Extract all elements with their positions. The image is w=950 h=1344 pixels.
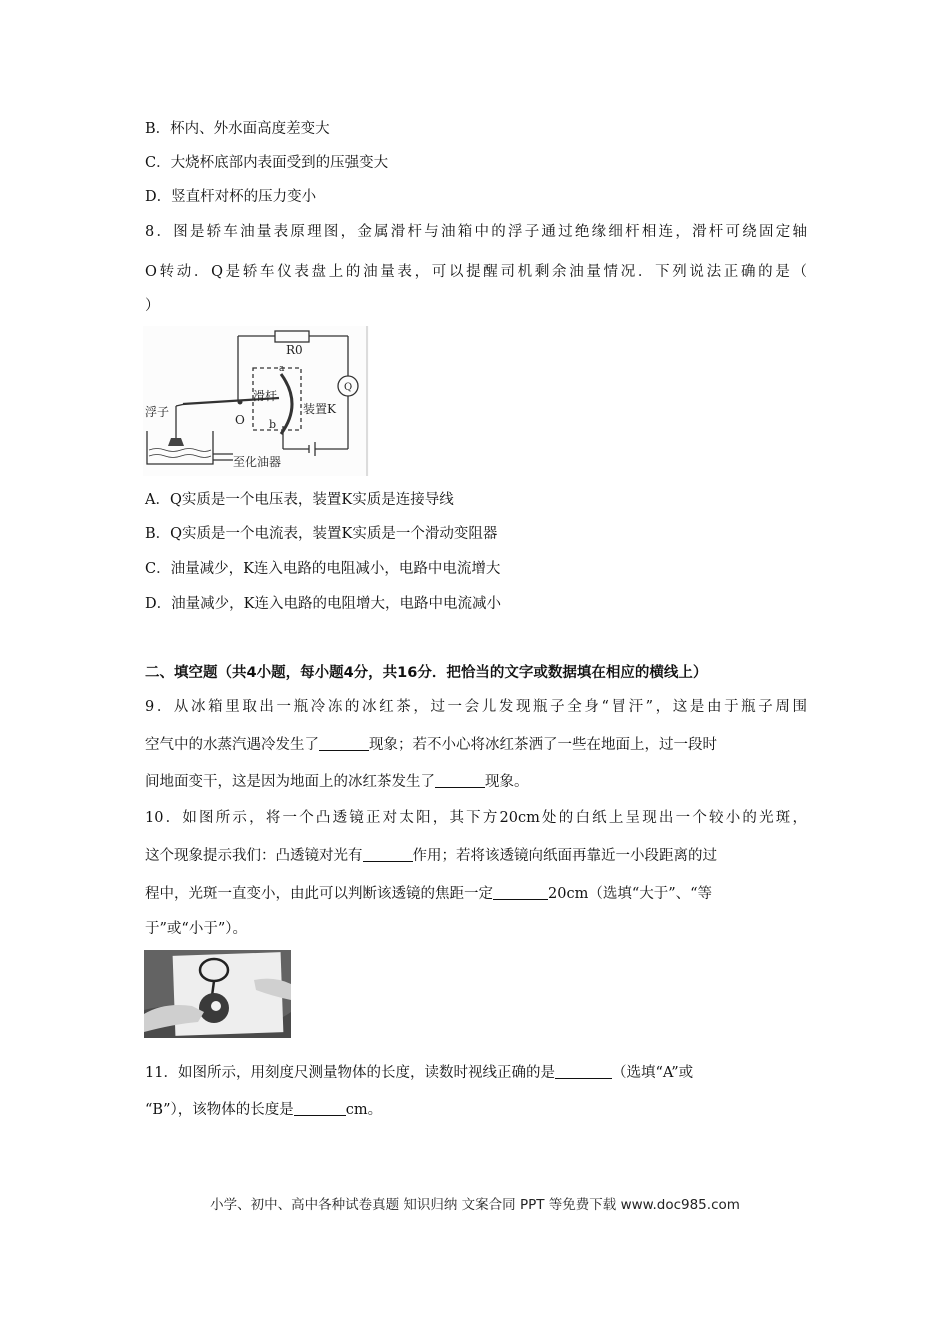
q11-line2-part1: “B”），该物体的长度是: [145, 1102, 294, 1118]
q9-line3-part1: 间地面变干，这是因为地面上的冰红茶发生了: [145, 774, 435, 790]
carburetor-label: 至化油器: [233, 455, 282, 469]
q8-option-a: A．Q实质是一个电压表，装置K实质是连接导线: [145, 492, 454, 508]
point-a-label: a: [279, 364, 285, 374]
q10-blank-2[interactable]: [493, 884, 548, 900]
section2-heading: 二、填空题（共4小题，每小题4分，共16分．把恰当的文字或数据填在相应的横线上）: [145, 665, 708, 681]
meter-q-label: Q: [344, 382, 353, 393]
q11-blank-2[interactable]: [294, 1100, 346, 1116]
q10-line3: [145, 884, 712, 904]
q8-option-d: D．油量减少，K连入电路的电阻增大，电路中电流减小: [145, 596, 501, 612]
q10-blank-1[interactable]: [363, 846, 413, 862]
q10-line3-part1: 程中，光斑一直变小，由此可以判断该透镜的焦距一定: [145, 886, 493, 902]
q9-line1: 9．从冰箱里取出一瓶冷冻的冰红茶，过一会儿发现瓶子全身“冒汗”，这是由于瓶子周围: [145, 699, 807, 715]
pivot-o-label: O: [235, 413, 245, 427]
q11-blank-1[interactable]: [555, 1063, 612, 1079]
float-label: 浮子: [145, 405, 170, 419]
q9-blank-2[interactable]: [435, 772, 485, 788]
q10-line3-part2: 20cm（选填“大于”、“等: [548, 886, 713, 902]
q9-line3: [145, 772, 529, 792]
q9-line2-part2: 现象；若不小心将冰红茶洒了一些在地面上，过一段时: [369, 737, 717, 753]
fuel-gauge-circuit-figure: [143, 326, 369, 476]
q9-line2: [145, 735, 717, 755]
q8-option-c: C．油量减少，K连入电路的电阻减小，电路中电流增大: [145, 561, 501, 577]
q9-line3-part2: 现象。: [485, 774, 529, 790]
q9-blank-1[interactable]: [319, 735, 369, 751]
convex-lens-photo: [144, 950, 291, 1038]
q7-option-d: D．竖直杆对杯的压力变小: [145, 189, 317, 205]
q8-option-b: B．Q实质是一个电流表，装置K实质是一个滑动变阻器: [145, 526, 498, 542]
q7-option-c: C．大烧杯底部内表面受到的压强变大: [145, 155, 389, 171]
slider-rod-label: 滑杆: [253, 389, 278, 403]
q10-line2: [145, 846, 717, 866]
q10-line1: 10．如图所示，将一个凸透镜正对太阳，其下方20cm处的白纸上呈现出一个较小的光斑，: [145, 810, 807, 826]
q9-line2-part1: 空气中的水蒸汽遇冷发生了: [145, 737, 319, 753]
r0-label: R0: [286, 343, 303, 357]
q8-stem-line1: 8．图是轿车油量表原理图，金属滑杆与油箱中的浮子通过绝缘细杆相连，滑杆可绕固定轴: [145, 224, 807, 240]
q11-line2-part2: cm。: [345, 1102, 383, 1118]
q11-line1: [145, 1063, 807, 1083]
q11-line2: [145, 1100, 382, 1120]
q11-line1-part1: 11．如图所示，用刻度尺测量物体的长度，读数时视线正确的是: [145, 1065, 555, 1081]
q10-line4: 于”或“小于”）。: [145, 921, 247, 937]
q10-line2-part1: 这个现象提示我们：凸透镜对光有: [145, 848, 363, 864]
q7-option-b: B．杯内、外水面高度差变大: [145, 121, 330, 137]
page-footer: 小学、初中、高中各种试卷真题 知识归纳 文案合同 PPT 等免费下载 www.doc985.com: [210, 1197, 740, 1213]
q11-line1-part2: （选填“A”或: [611, 1065, 694, 1081]
device-k-label: 装置K: [303, 402, 336, 416]
q8-stem-line2: O转动．Q是轿车仪表盘上的油量表，可以提醒司机剩余油量情况．下列说法正确的是（: [145, 264, 807, 280]
q8-stem-line3: ）: [145, 298, 160, 314]
point-b-label: b: [269, 418, 277, 431]
q10-line2-part2: 作用；若将该透镜向纸面再靠近一小段距离的过: [412, 848, 717, 864]
